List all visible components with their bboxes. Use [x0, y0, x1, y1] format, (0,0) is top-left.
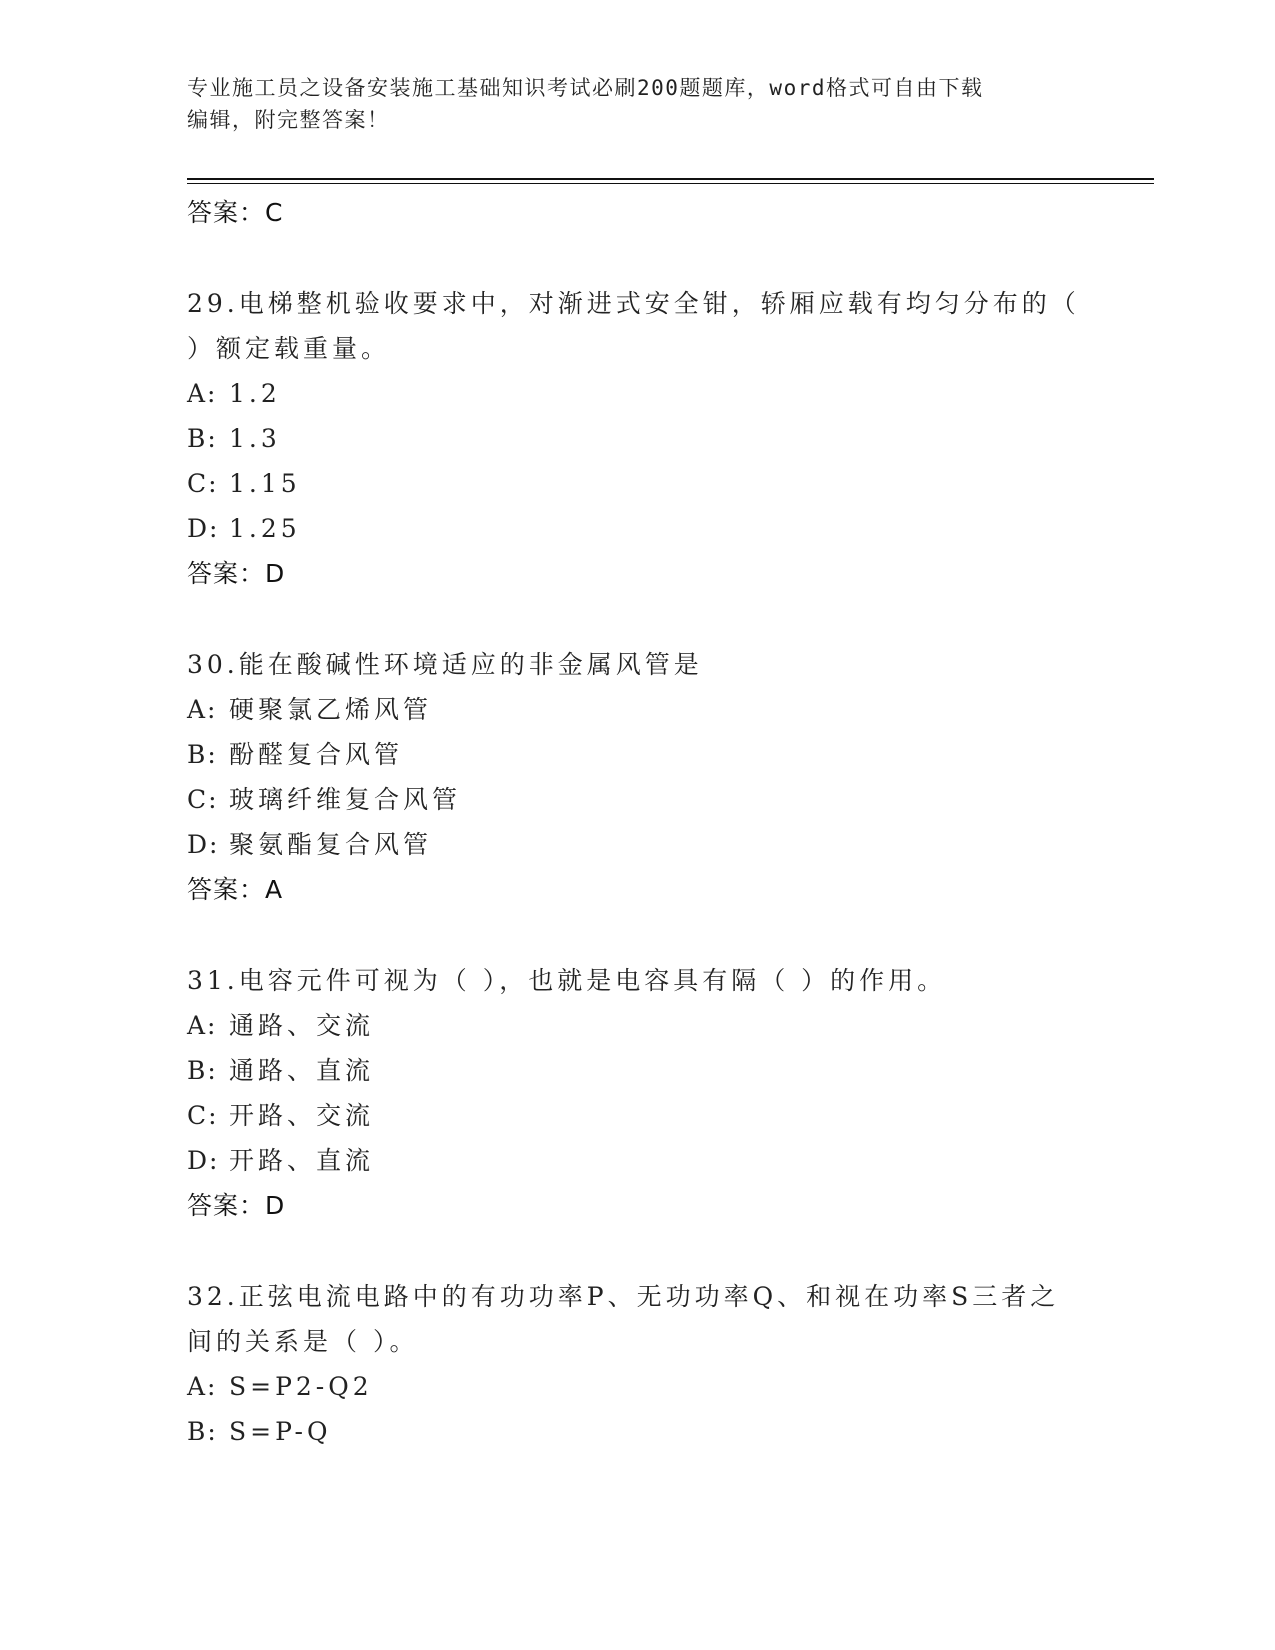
- question-32: [187, 1274, 1087, 1454]
- question-text-line: 32.正弦电流电路中的有功功率P、无功功率Q、和视在功率S三者之: [187, 1282, 1060, 1311]
- answer-line: [187, 867, 1087, 912]
- option-text: S=P-Q: [229, 1417, 332, 1446]
- answer-label: 答案：: [187, 559, 266, 588]
- option-text: 聚氨酯复合风管: [229, 830, 433, 859]
- option-label: B:: [187, 1417, 218, 1446]
- question-text-line: 间的关系是（ ）。: [187, 1327, 419, 1356]
- question-text-line: 30.能在酸碱性环境适应的非金属风管是: [187, 650, 703, 679]
- question-30: [187, 642, 1087, 912]
- option-text: 通路、直流: [229, 1056, 375, 1085]
- option-d: [187, 506, 1087, 551]
- option-label: A:: [187, 1372, 218, 1401]
- option-text: 硬聚氯乙烯风管: [229, 695, 433, 724]
- option-text: 通路、交流: [229, 1011, 375, 1040]
- previous-answer: [187, 190, 1087, 235]
- option-a: [187, 687, 1087, 732]
- question-list: [187, 190, 1087, 1454]
- option-a: [187, 1003, 1087, 1048]
- header-divider-thin: [187, 183, 1154, 184]
- answer-value: A: [265, 875, 284, 904]
- option-label: A:: [187, 1011, 218, 1040]
- option-text: S=P2-Q2: [229, 1372, 373, 1401]
- answer-label: 答案：: [187, 875, 266, 904]
- option-d: [187, 1138, 1087, 1183]
- option-b: [187, 732, 1087, 777]
- answer-value: D: [265, 559, 286, 588]
- option-label: C:: [187, 469, 219, 498]
- option-text: 1.2: [229, 379, 281, 408]
- question-text: [187, 281, 1080, 371]
- option-c: [187, 1093, 1087, 1138]
- answer-value: D: [265, 1191, 286, 1220]
- option-label: A:: [187, 695, 218, 724]
- option-label: B:: [187, 1056, 218, 1085]
- option-text: 1.3: [229, 424, 281, 453]
- answer-label: 答案：: [187, 1191, 266, 1220]
- answer-line: [187, 551, 1087, 596]
- question-text-line: 31.电容元件可视为（ ），也就是电容具有隔（ ）的作用。: [187, 966, 947, 995]
- option-label: B:: [187, 740, 218, 769]
- option-label: B:: [187, 424, 218, 453]
- option-text: 酚醛复合风管: [229, 740, 404, 769]
- option-c: [187, 777, 1087, 822]
- option-text: 开路、交流: [229, 1101, 375, 1130]
- option-text: 1.15: [229, 469, 301, 498]
- option-text: 开路、直流: [229, 1146, 375, 1175]
- question-text: [187, 642, 1077, 687]
- question-text: [187, 1274, 1077, 1364]
- question-text-line: ）额定载重量。: [187, 334, 391, 363]
- option-text: 玻璃纤维复合风管: [229, 785, 462, 814]
- header-line-1: 专业施工员之设备安装施工基础知识考试必刷200题题库，word格式可自由下载: [187, 76, 984, 100]
- option-c: [187, 461, 1087, 506]
- question-31: [187, 958, 1087, 1228]
- header-divider: [187, 178, 1154, 180]
- option-text: 1.25: [229, 514, 301, 543]
- document-header: [187, 72, 1087, 136]
- option-label: D:: [187, 830, 220, 859]
- option-label: D:: [187, 1146, 220, 1175]
- question-text: [187, 958, 1077, 1003]
- option-b: [187, 1409, 1087, 1454]
- option-a: [187, 1364, 1087, 1409]
- header-line-2: 编辑，附完整答案！: [187, 108, 390, 132]
- option-label: C:: [187, 1101, 219, 1130]
- option-label: A:: [187, 379, 218, 408]
- option-d: [187, 822, 1087, 867]
- answer-value: C: [265, 198, 284, 227]
- answer-line: [187, 1183, 1087, 1228]
- option-b: [187, 416, 1087, 461]
- answer-label: 答案：: [187, 198, 266, 227]
- option-label: C:: [187, 785, 219, 814]
- question-29: [187, 281, 1087, 596]
- question-text-line: 29.电梯整机验收要求中，对渐进式安全钳，轿厢应载有均匀分布的（: [187, 289, 1080, 318]
- option-label: D:: [187, 514, 220, 543]
- option-a: [187, 371, 1087, 416]
- option-b: [187, 1048, 1087, 1093]
